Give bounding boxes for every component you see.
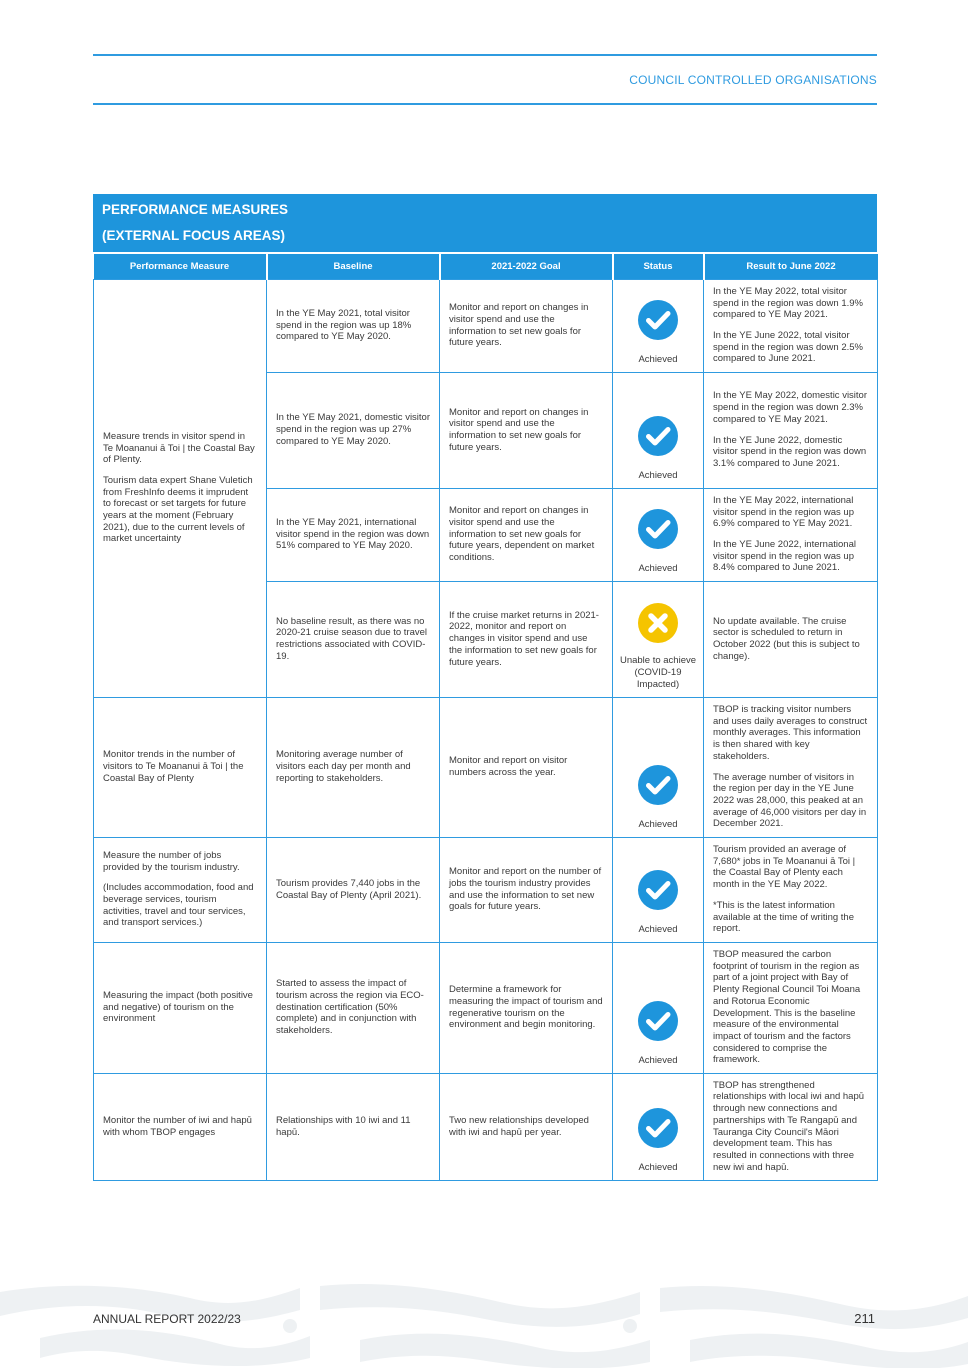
check-icon bbox=[638, 1001, 678, 1041]
header-rule-top bbox=[93, 54, 877, 56]
measure-cell: Measuring the impact (both positive and negative) of tourism on the environment bbox=[94, 942, 267, 1073]
baseline-cell: In the YE May 2021, international visitor spend in the region was down 51% compared to YE May 2020. bbox=[267, 488, 440, 581]
baseline-cell: In the YE May 2021, total visitor spend in the region was up 18% compared to YE May 2020. bbox=[267, 279, 440, 372]
result-text: In the YE May 2022, international visitor spend in the region was up 6.9% compared to YE May 2021. bbox=[713, 494, 854, 530]
status-label: Achieved bbox=[638, 353, 678, 365]
goal-cell: Two new relationships developed with iwi and hapū per year. bbox=[440, 1073, 613, 1180]
baseline-cell: Tourism provides 7,440 jobs in the Coastal Bay of Plenty (April 2021). bbox=[267, 837, 440, 942]
performance-table-panel bbox=[93, 194, 877, 1181]
result-text: In the YE June 2022, domestic visitor spend in the region was down 3.1% compared to June 2021. bbox=[713, 434, 867, 469]
table-header-row bbox=[94, 253, 878, 279]
check-icon bbox=[638, 870, 678, 910]
result-text: TBOP is tracking visitor numbers and uses daily averages to construct monthly averages. This information is then shared with key stakeholders. bbox=[713, 703, 868, 762]
measure-cell bbox=[94, 279, 267, 697]
goal-cell: Monitor and report on visitor numbers across the year. bbox=[440, 697, 613, 837]
check-icon bbox=[638, 1108, 678, 1148]
check-icon bbox=[638, 765, 678, 805]
measure-text: Measure the number of jobs provided by the tourism industry. bbox=[103, 849, 240, 873]
col-header-goal: 2021-2022 Goal bbox=[440, 253, 613, 279]
result-cell: TBOP has strengthened relationships with local iwi and hapū through new connections and partnerships with Te Rangapū and Tauranga City Council's Māori development team. This has resulted in connections with three new iwi and hapū. bbox=[704, 1073, 878, 1180]
table-title bbox=[93, 194, 877, 252]
goal-cell: Determine a framework for measuring the impact of tourism and regenerative tourism on the environment and begin monitoring. bbox=[440, 942, 613, 1073]
result-text: *This is the latest information available at the time of writing the report. bbox=[713, 899, 854, 935]
status-cell bbox=[613, 697, 704, 837]
table-title-line2: (EXTERNAL FOCUS AREAS) bbox=[102, 228, 286, 243]
measure-cell: Monitor the number of iwi and hapū with whom TBOP engages bbox=[94, 1073, 267, 1180]
result-cell bbox=[704, 279, 878, 372]
status-cell bbox=[613, 372, 704, 488]
status-label: Achieved bbox=[638, 923, 678, 935]
baseline-cell: In the YE May 2021, domestic visitor spend in the region was up 27% compared to YE May 2020. bbox=[267, 372, 440, 488]
result-cell bbox=[704, 581, 878, 697]
baseline-cell: Relationships with 10 iwi and 11 hapū. bbox=[267, 1073, 440, 1180]
result-text: Tourism provided an average of 7,680* jobs in Te Moananui ā Toi | the Coastal Bay of Plenty each month in the YE May 2022. bbox=[713, 844, 856, 891]
result-cell bbox=[704, 372, 878, 488]
status-label: Achieved bbox=[638, 469, 678, 481]
measure-note: (Includes accommodation, food and beverage services, tourism activities, travel and tour services, and transport services.) bbox=[103, 882, 254, 929]
cross-icon bbox=[638, 603, 678, 643]
status-cell bbox=[613, 488, 704, 581]
result-text: In the YE May 2022, total visitor spend in the region was down 1.9% compared to YE May 2021. bbox=[713, 285, 863, 321]
goal-cell: If the cruise market returns in 2021-2022, monitor and report on changes in visitor spend and use the information to set new goals for future years. bbox=[440, 581, 613, 697]
result-text: No update available. The cruise sector is scheduled to return in October 2022 (but this is subject to change). bbox=[713, 615, 860, 662]
col-header-result: Result to June 2022 bbox=[704, 253, 878, 279]
result-text: In the YE May 2022, domestic visitor spend in the region was down 2.3% compared to YE May 2021. bbox=[713, 390, 868, 425]
goal-cell: Monitor and report on changes in visitor spend and use the information to set new goals for future years. bbox=[440, 279, 613, 372]
footer-report-title: ANNUAL REPORT 2022/23 bbox=[93, 1312, 241, 1326]
status-label: Achieved bbox=[638, 1054, 678, 1066]
status-label: Unable to achieve (COVID-19 Impacted) bbox=[619, 655, 697, 690]
measure-note: Tourism data expert Shane Vuletich from FreshInfo deems it imprudent to forecast or set targets for future years at the moment (February 2021), due to the current levels of market uncertainty bbox=[103, 474, 253, 545]
table-row bbox=[94, 837, 878, 942]
page-number: 211 bbox=[854, 1311, 875, 1326]
section-label: COUNCIL CONTROLLED ORGANISATIONS bbox=[629, 73, 877, 87]
table-row bbox=[94, 697, 878, 837]
result-cell bbox=[704, 488, 878, 581]
status-cell bbox=[613, 837, 704, 942]
table-row bbox=[94, 1073, 878, 1180]
baseline-cell: Monitoring average number of visitors each day per month and reporting to stakeholders. bbox=[267, 697, 440, 837]
measure-text: Measure trends in visitor spend in Te Moananui ā Toi | the Coastal Bay of Plenty. bbox=[103, 430, 255, 466]
baseline-cell: No baseline result, as there was no 2020-21 cruise season due to travel restrictions associated with COVID-19. bbox=[267, 581, 440, 697]
result-cell: TBOP measured the carbon footprint of tourism in the region as part of a joint project with Bay of Plenty Regional Council Toi Moana and Rotorua Economic Development. This is the baseline measure of the environmental impact of tourism and the factors considered to comprise the framework. bbox=[704, 942, 878, 1073]
measure-cell: Monitor trends in the number of visitors to Te Moananui ā Toi | the Coastal Bay of Plenty bbox=[94, 697, 267, 837]
result-text: In the YE June 2022, international visitor spend in the region was up 8.4% compared to June 2021. bbox=[713, 539, 856, 574]
performance-table bbox=[93, 252, 878, 1181]
status-label: Achieved bbox=[638, 562, 678, 574]
check-icon bbox=[638, 509, 678, 549]
goal-cell: Monitor and report on the number of jobs the tourism industry provides and use the information to set new goals for future years. bbox=[440, 837, 613, 942]
col-header-baseline: Baseline bbox=[267, 253, 440, 279]
col-header-measure: Performance Measure bbox=[94, 253, 267, 279]
status-cell bbox=[613, 1073, 704, 1180]
table-title-line1: PERFORMANCE MEASURES bbox=[102, 202, 289, 217]
result-text: In the YE June 2022, total visitor spend in the region was down 2.5% compared to June 2021. bbox=[713, 330, 863, 365]
measure-cell bbox=[94, 837, 267, 942]
status-label: Achieved bbox=[638, 1161, 678, 1173]
check-icon bbox=[638, 300, 678, 340]
result-cell bbox=[704, 697, 878, 837]
header-rule-bottom bbox=[93, 103, 877, 105]
status-cell bbox=[613, 279, 704, 372]
status-cell bbox=[613, 581, 704, 697]
goal-cell: Monitor and report on changes in visitor spend and use the information to set new goals for future years, dependent on market conditions. bbox=[440, 488, 613, 581]
baseline-cell: Started to assess the impact of tourism across the region via ECO-destination certification (50% complete) and in conjunction with stakeholders. bbox=[267, 942, 440, 1073]
check-icon bbox=[638, 416, 678, 456]
table-row bbox=[94, 279, 878, 372]
status-cell bbox=[613, 942, 704, 1073]
goal-cell: Monitor and report on changes in visitor spend and use the information to set new goals for future years. bbox=[440, 372, 613, 488]
table-row bbox=[94, 942, 878, 1073]
result-cell bbox=[704, 837, 878, 942]
col-header-status: Status bbox=[613, 253, 704, 279]
status-label: Achieved bbox=[638, 818, 678, 830]
result-text: The average number of visitors in the region per day in the YE June 2022 was 28,000, this peaked at an average of 46,000 visitors per day in December 2021. bbox=[713, 771, 867, 830]
